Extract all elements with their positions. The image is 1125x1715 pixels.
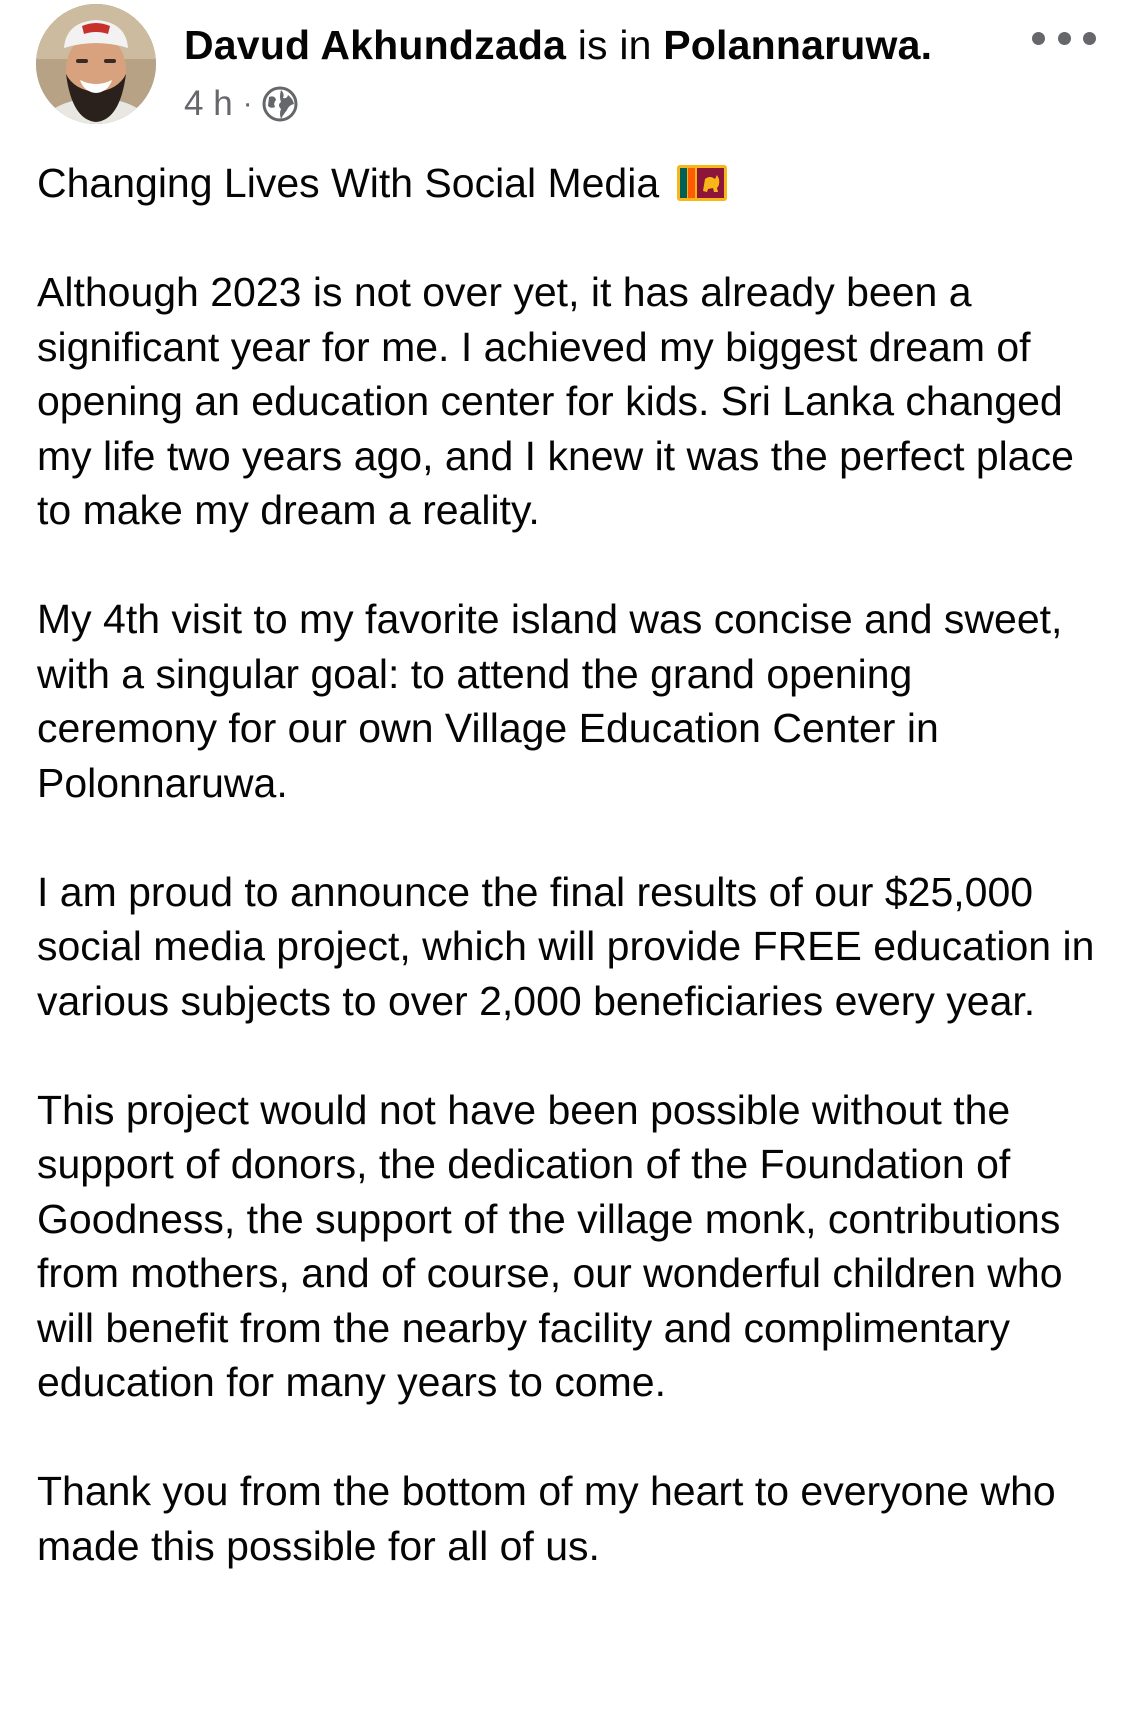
location-connector: is in [577, 22, 652, 68]
post-title [37, 156, 1097, 211]
globe-icon[interactable] [261, 85, 299, 123]
meta-separator: · [242, 87, 253, 120]
post-header [36, 4, 1096, 124]
post-paragraph-5: Thank you from the bottom of my heart to everyone who made this possible for all of us. [37, 1468, 1056, 1569]
more-dot [1083, 32, 1096, 45]
sri-lanka-flag-icon [677, 165, 727, 201]
author-name[interactable]: Davud Akhundzada [184, 22, 567, 68]
post-body [37, 156, 1097, 1628]
post-meta [184, 82, 299, 126]
avatar-photo-icon [36, 4, 156, 124]
post-paragraph-1: Although 2023 is not over yet, it has already been a significant year for me. I achieved my biggest dream of opening an education center for kids. Sri Lanka changed my life two years ago, and I knew it was the perfect place to make my dream a reality. [37, 269, 1074, 533]
location-name[interactable]: Polannaruwa. [663, 22, 933, 68]
post-paragraph-3: I am proud to announce the final results of our $25,000 social media project, which will provide FREE education in various subjects to over 2,000 beneficiaries every year. [37, 868, 1095, 1024]
post-title-text: Changing Lives With Social Media [37, 160, 660, 206]
more-options-icon[interactable] [1032, 18, 1096, 58]
author-avatar[interactable] [36, 4, 156, 124]
more-dot [1032, 32, 1045, 45]
post-paragraph-4: This project would not have been possible without the support of donors, the dedication of the Foundation of Goodness, the support of the village monk, contributions from mothers, and of course, our wonderful children who will benefit from the nearby facility and complimentary education for many years to come. [37, 1086, 1063, 1405]
post-timestamp[interactable]: 4 h [184, 84, 233, 123]
post-paragraph-2: My 4th visit to my favorite island was concise and sweet, with a singular goal: to attend the grand opening ceremony for our own Village Education Center in Polonnaruwa. [37, 596, 1063, 806]
more-dot [1058, 32, 1071, 45]
author-line [184, 20, 932, 70]
